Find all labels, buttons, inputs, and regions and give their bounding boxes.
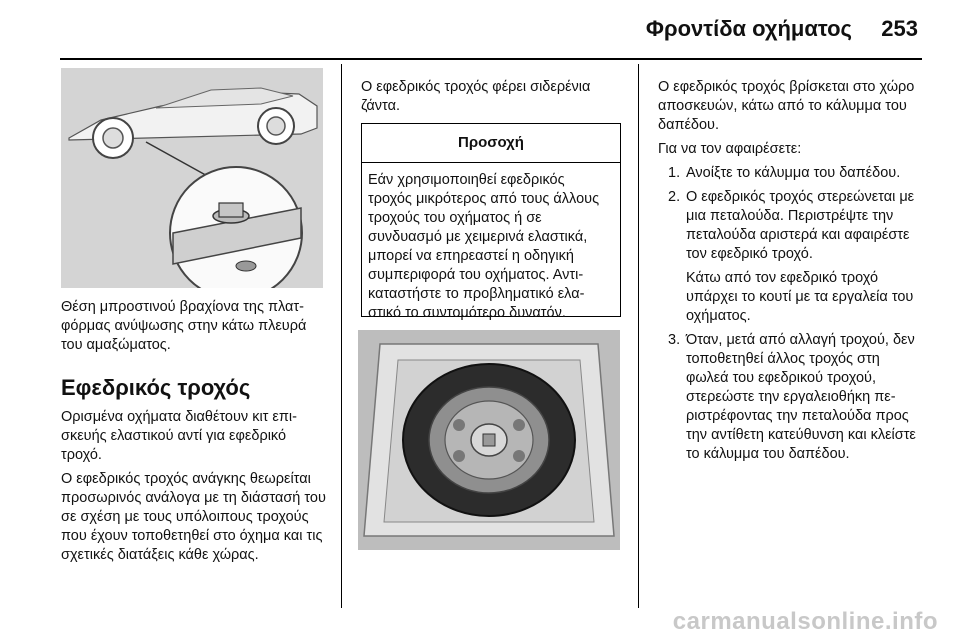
spare-wheel-illustration <box>358 330 620 550</box>
page-number: 253 <box>881 16 918 41</box>
page-header-title: Φροντίδα οχήματος <box>645 16 852 41</box>
paragraph: Ο εφεδρικός τροχός ανάγκης θεωρείται προσωρινός ανάλογα με τη διάστασή του σε σχέση με τους υπόλοιπους τροχούς που έχουν τοποθετηθεί στο όχημα και τις σχετικές διατάξεις κάθε χώρας. <box>61 471 326 563</box>
header-rule <box>60 58 922 60</box>
right-body <box>658 78 924 469</box>
step-text: Ανοίξτε το κάλυμμα του δαπέδου. <box>686 165 901 181</box>
step-number: 3. <box>668 332 681 348</box>
list-item <box>658 188 924 326</box>
column-divider-2 <box>638 64 639 608</box>
left-body <box>61 408 331 570</box>
list-item <box>658 164 924 183</box>
list-item <box>658 331 924 464</box>
caution-body: Εάν χρησιμοποιηθεί εφεδρικός τροχός μικρότερος από τους άλλους τροχούς του οχήματος ή σε συνδυασμό με χειμερινά ελαστικά, μπορεί να επηρεαστεί η οδηγική συμπεριφορά του οχήματος. Αντικαταστήστε το προβληματικό ελαστικό το συντομότερο δυνατόν. <box>368 172 600 321</box>
step-number: 1. <box>668 165 681 181</box>
spare-wheel-drawing <box>358 330 620 550</box>
step-text: Ο εφεδρικός τροχός στερεώνεται με μια πεταλούδα. Περιστρέψτε την πεταλούδα αριστερά και αφαιρέστε τον εφεδρικό τροχό. <box>686 189 915 262</box>
watermark: carmanualsonline.info <box>672 608 938 635</box>
spare-wheel-intro: Ο εφεδρικός τροχός φέρει σιδερένια ζάντα. <box>361 79 591 114</box>
removal-steps <box>658 164 924 464</box>
figure-caption: Θέση μπροστινού βραχίονα της πλατφόρμας ανύψωσης στην κάτω πλευρά του αμαξώματος. <box>61 299 307 353</box>
step-subtext: Κάτω από τον εφεδρικό τροχό υπάρχει το κουτί με τα εργαλεία του οχήματος. <box>686 270 914 324</box>
location-paragraph: Ο εφεδρικός τροχός βρίσκεται στο χώρο αποσκευών, κάτω από το κάλυμμα του δαπέδου. <box>658 79 915 133</box>
car-lift-drawing <box>61 68 323 288</box>
caution-title: Προσοχή <box>362 124 620 163</box>
step-number: 2. <box>668 189 681 205</box>
lifting-point-illustration <box>61 68 323 288</box>
column-divider-1 <box>341 64 342 608</box>
removal-label: Για να τον αφαιρέσετε: <box>658 141 802 157</box>
paragraph: Ορισμένα οχήματα διαθέτουν κιτ επισκευής ελαστικού αντί για εφεδρικό τροχό. <box>61 409 297 463</box>
caution-box <box>361 123 621 321</box>
section-heading: Εφεδρικός τροχός <box>61 375 251 400</box>
step-text: Όταν, μετά από αλλαγή τροχού, δεν τοποθετηθεί άλλος τροχός στη φωλεά του εφεδρικού τροχού, στερεώστε την εργαλειοθήκη περιστρέφοντας την πεταλούδα προς την αντίθετη κατεύθυνση και κλείστε το κάλυμμα του δαπέδου. <box>686 332 916 462</box>
